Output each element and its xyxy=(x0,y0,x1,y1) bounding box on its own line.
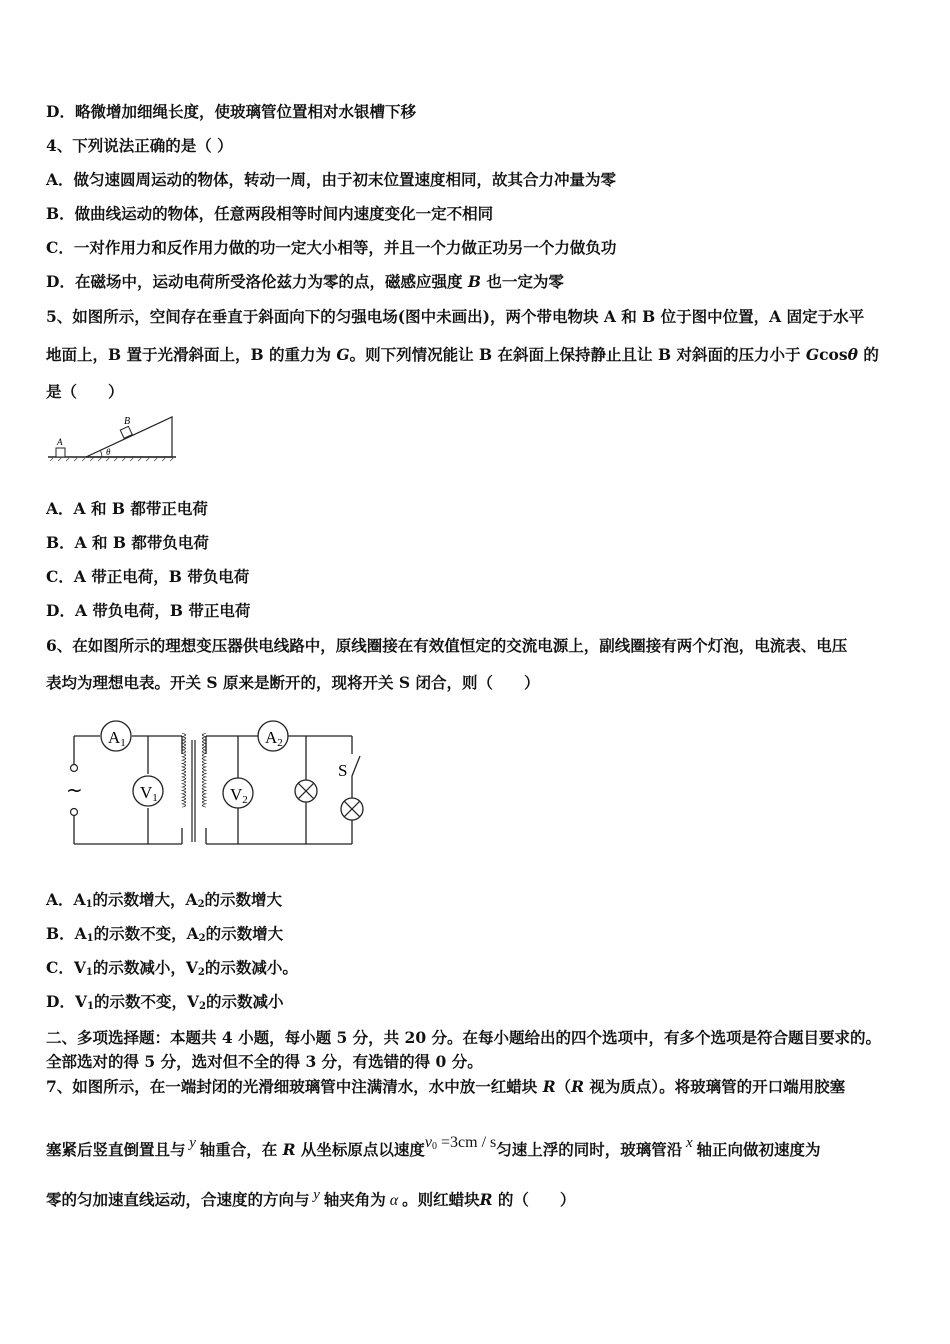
q4-stem: 4、下列说法正确的是（ ） xyxy=(46,136,233,155)
q5-option-d: D．A 带负电荷，B 带正电荷 xyxy=(46,601,251,620)
q6-stem-line2: 表均为理想电表。开关 S 原来是断开的，现将开关 S 闭合，则（ ） xyxy=(46,673,540,692)
q4-option-b: B．做曲线运动的物体，任意两段相等时间内速度变化一定不相同 xyxy=(46,204,494,223)
q5-stem-line3: 是（ ） xyxy=(46,382,124,401)
q6-option-b: B．$A_1$的示数不变，$A_2$的示数增大 xyxy=(46,924,284,944)
q5-incline-figure xyxy=(46,413,181,465)
block-a xyxy=(56,448,65,457)
section2-heading-line2: 全部选对的得 5 分，选对但不全的得 3 分，有选错的得 0 分。 xyxy=(46,1052,483,1071)
q3-option-d: D．略微增加细绳长度，使玻璃管位置相对水银槽下移 xyxy=(46,102,416,121)
q6-circuit-figure xyxy=(60,718,380,848)
q6-stem-line1: 6、在如图所示的理想变压器供电线路中，原线圈接在有效值恒定的交流电源上，副线圈接有两个灯泡，电流表、电压 xyxy=(46,636,848,655)
q5-option-b: B．A 和 B 都带负电荷 xyxy=(46,533,209,552)
q7-stem-line1: 7、如图所示，在一端封闭的光滑细玻璃管中注满清水，水中放一红蜡块 R（R 视为质点）。将玻璃管的开口端用胶塞 xyxy=(46,1077,846,1096)
angle-arc xyxy=(101,451,103,458)
ac-terminal-top xyxy=(71,765,78,772)
switch-s xyxy=(352,756,360,776)
ammeter-a1-label: A1 xyxy=(108,728,126,749)
q6-option-d: D．$V_1$的示数不变，$V_2$的示数减小 xyxy=(46,992,284,1012)
q6-option-a: A．$A_1$的示数增大，$A_2$的示数增大 xyxy=(46,890,283,910)
label-b: B xyxy=(124,416,131,427)
q5-stem-line2: 地面上，B 置于光滑斜面上，B 的重力为 G。则下列情况能让 B 在斜面上保持静止且让 B 对斜面的压力小于 Gcosθ 的 xyxy=(46,345,879,364)
label-theta: θ xyxy=(106,447,111,457)
q5-stem-line1: 5、如图所示，空间存在垂直于斜面向下的匀强电场(图中未画出)，两个带电物块 A 和 B 位于图中位置，A 固定于水平 xyxy=(46,307,865,326)
label-a: A xyxy=(57,437,63,447)
q4-option-c: C．一对作用力和反作用力做的功一定大小相等，并且一个力做正功另一个力做负功 xyxy=(46,238,617,257)
q6-option-c: C．$V_1$的示数减小，$V_2$的示数减小。 xyxy=(46,958,298,978)
q4-option-d: D．在磁场中，运动电荷所受洛伦兹力为零的点，磁感应强度 B 也一定为零 xyxy=(46,272,564,291)
switch-s-label: S xyxy=(338,761,348,780)
q4-option-a: A．做匀速圆周运动的物体，转动一周，由于初末位置速度相同，故其合力冲量为零 xyxy=(46,170,617,189)
voltmeter-v2-label: V2 xyxy=(230,785,248,806)
ammeter-a2-label: A2 xyxy=(265,728,283,749)
voltmeter-v1-label: V1 xyxy=(140,783,158,804)
ac-source-symbol: ~ xyxy=(66,778,83,802)
section2-heading-line1: 二、多项选择题：本题共 4 小题，每小题 5 分，共 20 分。在每小题给出的四个选项中，有多个选项是符合题目要求的。 xyxy=(46,1028,882,1047)
q5-option-c: C．A 带正电荷，B 带负电荷 xyxy=(46,567,250,586)
primary-circuit xyxy=(74,736,182,844)
q7-stem-line2: 塞紧后竖直倒置且与 y 轴重合，在 R 从坐标原点以速度$v_0 =3cm / s$匀速上浮的同时，玻璃管沿 x 轴正向做初速度为 xyxy=(46,1134,821,1159)
q7-stem-line3: 零的匀加速直线运动，合速度的方向与 y 轴夹角为 α 。则红蜡块R 的（ ） xyxy=(46,1187,576,1209)
ac-terminal-bottom xyxy=(71,809,78,816)
q5-option-a: A．A 和 B 都带正电荷 xyxy=(46,499,208,518)
